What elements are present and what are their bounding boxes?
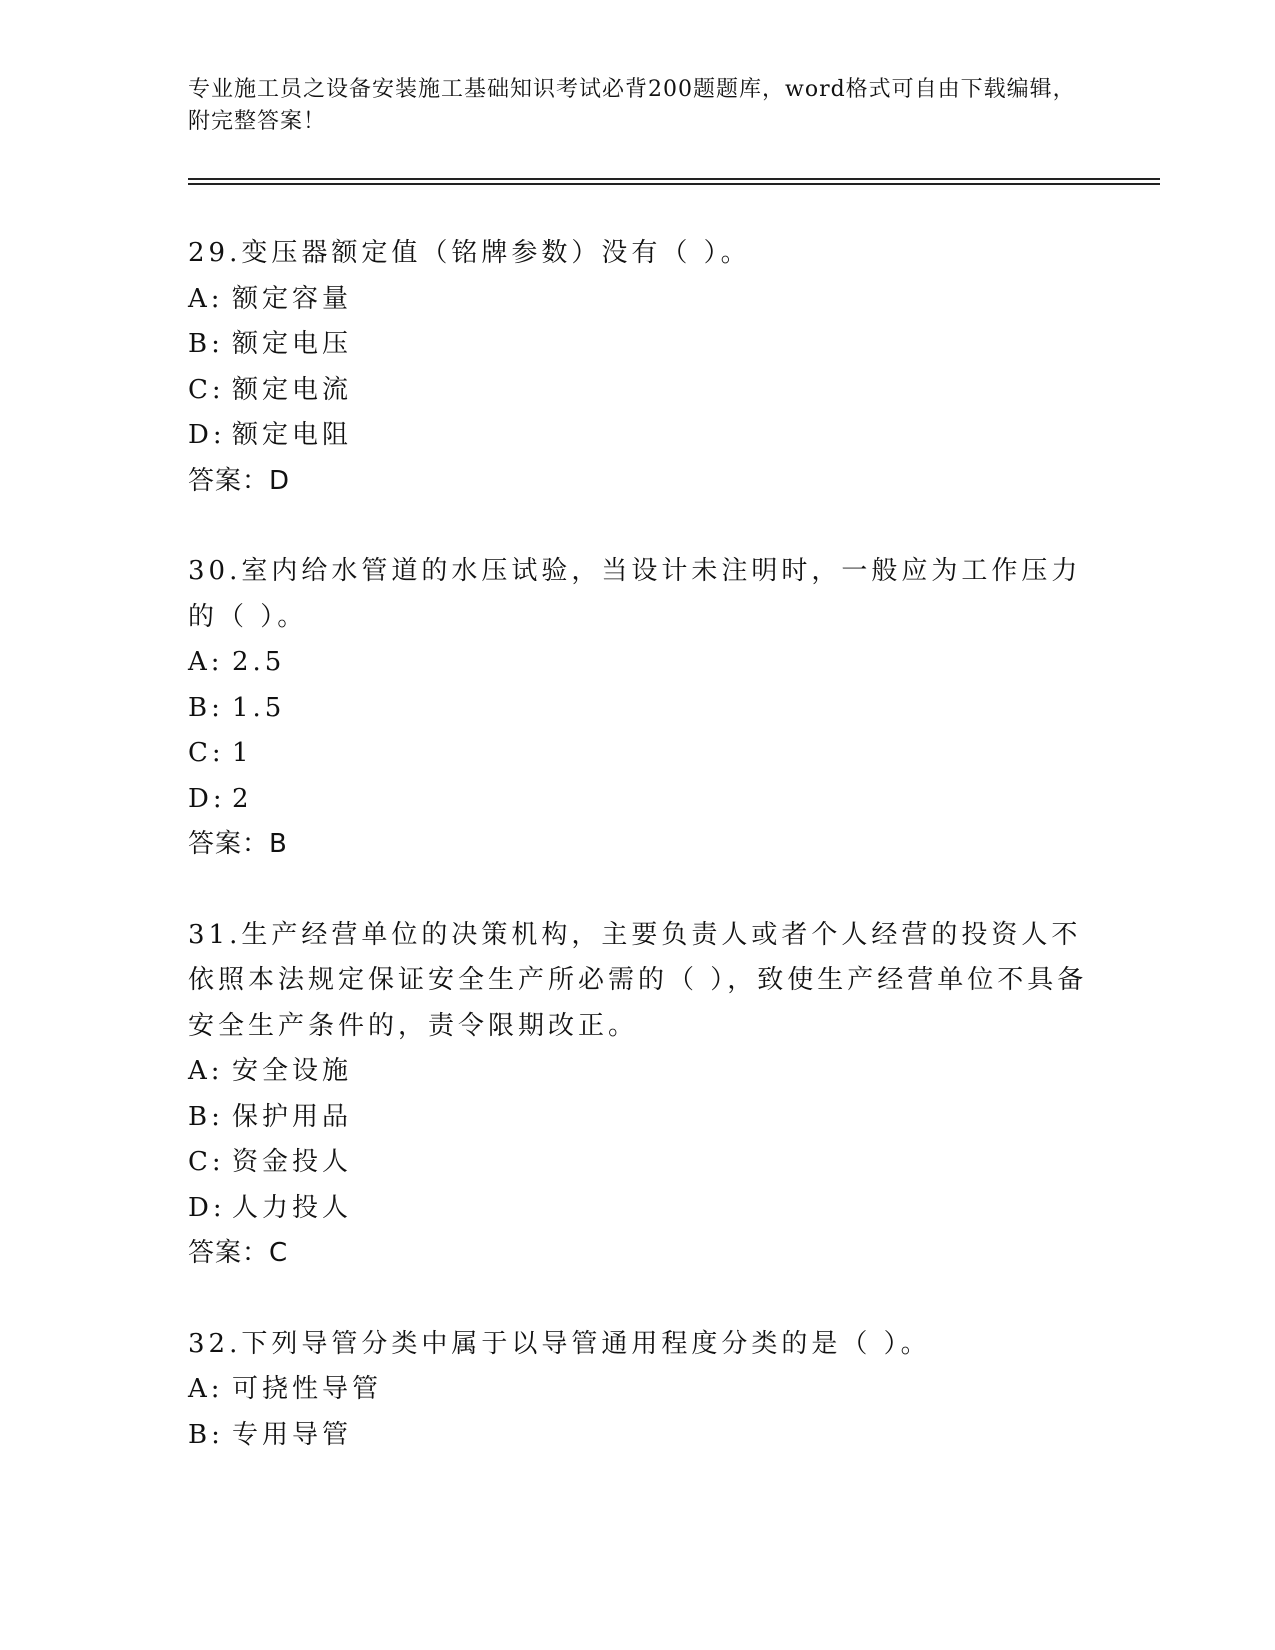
option-text: 保护用品 — [232, 1101, 353, 1132]
question-list — [188, 231, 1088, 1503]
option-d — [188, 777, 1088, 823]
question-stem: 31.生产经营单位的决策机构，主要负责人或者个人经营的投资人不依照本法规定保证安全生产所必需的（ ），致使生产经营单位不具备安全生产条件的，责令限期改正。 — [188, 919, 1088, 1041]
answer-line — [188, 1231, 1088, 1277]
answer-label: 答案： — [188, 829, 270, 859]
question-31 — [188, 913, 1088, 1277]
option-c — [188, 1140, 1088, 1186]
option-text: 1 — [232, 738, 253, 768]
option-label: D: — [188, 1192, 226, 1223]
option-text: 1.5 — [232, 692, 286, 723]
question-stem: 30.室内给水管道的水压试验，当设计未注明时，一般应为工作压力的（ ）。 — [188, 556, 1082, 632]
question-stem: 32.下列导管分类中属于以导管通用程度分类的是（ ）。 — [188, 1328, 931, 1359]
option-label: B: — [188, 692, 224, 723]
option-label: C: — [188, 374, 225, 405]
option-a — [188, 1367, 1088, 1413]
option-d — [188, 413, 1088, 459]
option-text: 2.5 — [232, 647, 286, 677]
option-c — [188, 368, 1088, 414]
option-label: B: — [188, 329, 224, 359]
header-divider-bottom — [188, 183, 1160, 185]
answer-label: 答案： — [188, 465, 270, 496]
option-label: A: — [188, 1374, 224, 1404]
option-text: 人力投人 — [232, 1192, 353, 1223]
option-a — [188, 1049, 1088, 1095]
option-label: B: — [188, 1101, 224, 1132]
option-b — [188, 1095, 1088, 1141]
option-label: B: — [188, 1419, 224, 1450]
option-text: 专用导管 — [232, 1419, 353, 1450]
option-text: 额定电压 — [232, 329, 353, 359]
question-32 — [188, 1322, 1088, 1459]
option-label: A: — [188, 1056, 224, 1086]
option-b — [188, 686, 1088, 732]
option-b — [188, 322, 1088, 368]
question-stem: 29.变压器额定值（铭牌参数）没有（ ）。 — [188, 238, 751, 268]
answer-label: 答案： — [188, 1238, 270, 1268]
answer-value: C — [269, 1238, 289, 1268]
header-divider-top — [188, 178, 1160, 180]
answer-line — [188, 822, 1088, 868]
answer-value: B — [269, 829, 288, 859]
option-text: 2 — [232, 783, 253, 814]
question-29 — [188, 231, 1088, 504]
option-c — [188, 731, 1088, 777]
option-label: C: — [188, 738, 225, 768]
option-text: 可挠性导管 — [232, 1374, 383, 1404]
option-text: 安全设施 — [232, 1056, 353, 1086]
option-label: C: — [188, 1147, 225, 1177]
option-text: 资金投人 — [232, 1147, 353, 1177]
option-a — [188, 277, 1088, 323]
answer-line — [188, 459, 1088, 505]
document-header: 专业施工员之设备安装施工基础知识考试必背200题题库，word格式可自由下载编辑，附完整答案！ — [188, 77, 1076, 134]
option-label: A: — [188, 283, 224, 314]
option-text: 额定容量 — [232, 283, 353, 314]
option-b — [188, 1413, 1088, 1459]
option-label: D: — [188, 783, 226, 814]
option-label: D: — [188, 420, 226, 450]
option-label: A: — [188, 647, 224, 677]
answer-value: D — [269, 465, 291, 496]
option-a — [188, 640, 1088, 686]
option-text: 额定电阻 — [232, 420, 353, 450]
option-d — [188, 1186, 1088, 1232]
question-30 — [188, 549, 1088, 868]
option-text: 额定电流 — [232, 374, 353, 405]
